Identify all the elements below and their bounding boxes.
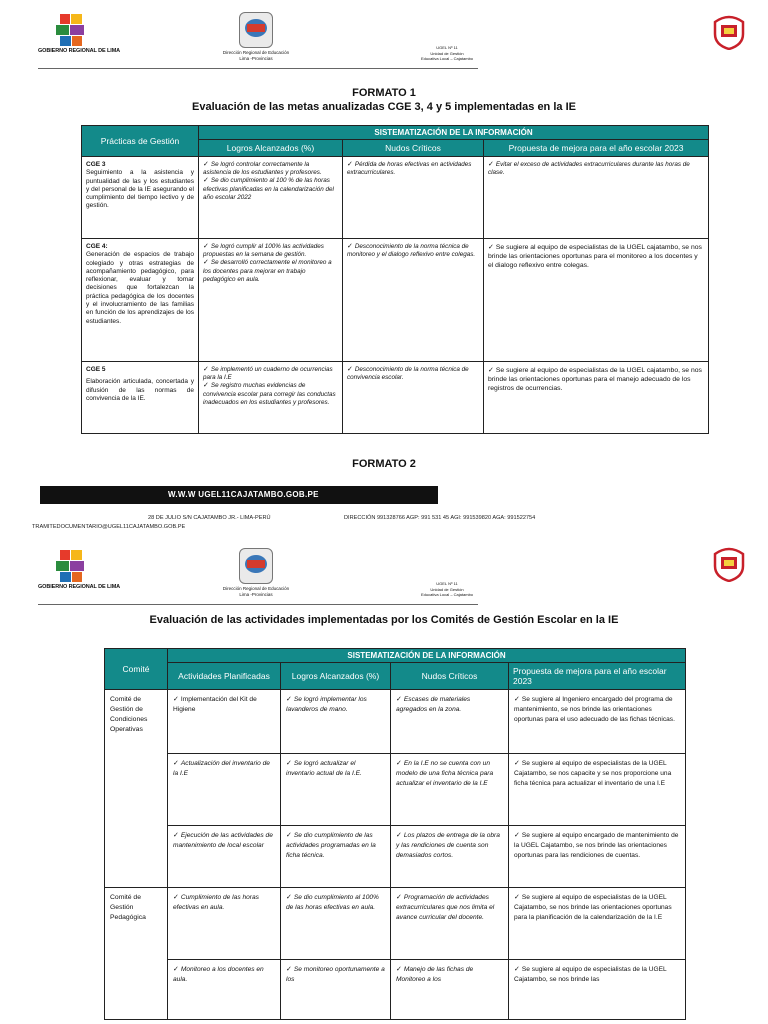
actividad-text: Implementación del Kit de Higiene [173, 696, 257, 713]
table-row [105, 960, 686, 1020]
nudo-cell [391, 826, 509, 888]
ugel-line3: Educativa Local – Cajatambo [420, 56, 474, 61]
propuesta-cell [509, 960, 686, 1020]
logro-cell [281, 754, 391, 826]
formato2-title: FORMATO 2 [352, 458, 416, 470]
logro-cell [281, 690, 391, 754]
actividad-cell [168, 690, 281, 754]
propuesta-cell [484, 157, 709, 239]
propuesta-text: Se sugiere al equipo encargado de mantenimiento de la UGEL Cajatambo, se nos brinde las orientaciones oportunas para las rendiciones de cuentas. [514, 832, 679, 859]
table-row [82, 157, 709, 239]
check-icon: ✓ [347, 366, 353, 373]
nudo-text: Desconocimiento de la norma técnica de convivencia escolar. [347, 366, 469, 382]
logro-cell [281, 888, 391, 960]
check-icon: ✓ [488, 367, 494, 374]
table-row [105, 754, 686, 826]
drel-seal-icon [239, 12, 273, 48]
logro-text: Se logró actualizar el inventario actual de la I.E. [286, 760, 362, 777]
nudo-text: En la I.E no se cuenta con un modelo de una ficha técnica para actualizar el inventario de la I.E [396, 760, 494, 787]
practica-cell [82, 239, 199, 362]
list-item [203, 177, 338, 202]
nudos-cell [343, 362, 484, 434]
list-item [203, 259, 338, 284]
col-propuesta: Propuesta de mejora para el año escolar 2023 [509, 663, 686, 690]
practica-code: CGE 3 [86, 161, 106, 168]
check-icon: ✓ [173, 696, 179, 703]
table-row [105, 888, 686, 960]
check-icon: ✓ [396, 966, 402, 973]
check-icon: ✓ [347, 243, 353, 250]
nudo-cell [391, 754, 509, 826]
table-row [105, 690, 686, 754]
check-icon: ✓ [396, 696, 402, 703]
logros-cell [199, 362, 343, 434]
nudo-cell [391, 888, 509, 960]
list-item [203, 161, 338, 177]
check-icon: ✓ [173, 894, 179, 901]
letterhead-top [0, 8, 768, 78]
group-sistematizacion: SISTEMATIZACIÓN DE LA INFORMACIÓN [199, 126, 709, 140]
check-icon: ✓ [514, 966, 520, 973]
logros-cell [199, 239, 343, 362]
logro-text: Se dio cumplimiento al 100 % de las horas efectivas planificadas en la calendarización del año escolar 2022 [203, 177, 334, 201]
check-icon: ✓ [203, 161, 209, 168]
list-item [203, 366, 338, 382]
propuesta-text: Se sugiere al equipo de especialistas de la UGEL cajatambo, se nos brinde las orientaciones oportunas para el manejo adecuado de los registros de ocurrencias. [488, 367, 702, 392]
check-icon: ✓ [203, 366, 209, 373]
logro-text: Se logró implementar los lavanderos de mano. [286, 696, 367, 713]
logro-text: Se monitoreo oportunamente a los [286, 966, 385, 983]
drel-seal-icon [239, 548, 273, 584]
actividad-cell [168, 960, 281, 1020]
comite-cell: Comité de Gestión de Condiciones Operativas [105, 690, 168, 888]
check-icon: ✓ [173, 760, 179, 767]
ugel-line1: UGEL Nº 11 [436, 45, 458, 50]
drel-caption-line2: Lima -Provincias [239, 592, 273, 597]
practica-desc: Seguimiento a la asistencia y puntualidad de las y los estudiantes y del personal de la IE asegurando el cumplimiento del tiempo lectivo y de gestión. [86, 169, 194, 210]
formato1-table [81, 125, 709, 434]
propuesta-cell [509, 826, 686, 888]
logro-text: Se implementó un cuaderno de ocurrencias para la I.E [203, 366, 333, 382]
ugel-caption [412, 45, 482, 62]
propuesta-text: Se sugiere al equipo de especialistas de la UGEL Cajatambo, se nos brinde las [514, 966, 667, 983]
check-icon: ✓ [514, 696, 520, 703]
ugel-line1: UGEL Nº 11 [436, 581, 458, 586]
nudos-cell [343, 157, 484, 239]
group-sistematizacion: SISTEMATIZACIÓN DE LA INFORMACIÓN [168, 649, 686, 663]
col-actividades: Actividades Planificadas [168, 663, 281, 690]
nudo-cell [391, 690, 509, 754]
nudos-cell [343, 239, 484, 362]
nudo-cell [391, 960, 509, 1020]
formato1-subtitle: Evaluación de las metas anualizadas CGE 3, 4 y 5 implementadas en la IE [192, 101, 576, 113]
check-icon: ✓ [488, 161, 494, 168]
check-icon: ✓ [203, 243, 209, 250]
check-icon: ✓ [514, 832, 520, 839]
actividad-text: Ejecución de las actividades de mantenimiento de local escolar [173, 832, 273, 849]
col-logros: Logros Alcanzados (%) [199, 140, 343, 157]
check-icon: ✓ [347, 161, 353, 168]
logro-text: Se desarrolló correctamente el monitoreo a los docentes para mejorar en trabajo pedagógico en aula. [203, 259, 332, 283]
list-item [203, 382, 338, 407]
actividad-text: Actualización del inventario de la I.E [173, 760, 270, 777]
footer-email: TRAMITEDOCUMENTARIO@UGEL11CAJATAMBO.GOB.PE [32, 524, 186, 530]
logro-text: Se logró cumplir al 100% las actividades propuestas en la semana de gestión. [203, 243, 324, 259]
check-icon: ✓ [514, 894, 520, 901]
ugel-line2: Unidad de Gestión [430, 586, 464, 592]
header-rule [38, 604, 478, 605]
grl-emblem-icon [56, 550, 86, 582]
practica-code: CGE 5 [86, 366, 106, 373]
logro-text: Se registro muchas evidencias de convivencia escolar para corregir las conductas inadecuados en los estudiantes y profesores. [203, 382, 336, 406]
nudo-text: Manejo de las fichas de Monitoreo a los [396, 966, 474, 983]
nudo-text: Desconocimiento de la norma técnica de monitoreo y el dialogo reflexivo entre colegas. [347, 243, 476, 259]
actividad-text: Monitoreo a los docentes en aula. [173, 966, 264, 983]
header-rule [38, 68, 478, 69]
propuesta-cell [509, 888, 686, 960]
propuesta-cell [509, 690, 686, 754]
col-practicas-gestion: Prácticas de Gestión [82, 126, 199, 157]
gobierno-regional-logo [38, 550, 121, 590]
drel-caption [222, 586, 290, 598]
check-icon: ✓ [286, 894, 292, 901]
ugel-shield-icon [712, 12, 746, 50]
tabla2-subtitle: Evaluación de las actividades implementadas por los Comités de Gestión Escolar en la IE [149, 614, 619, 626]
logro-text: Se dio cumplimiento de las actividades programadas en la ficha técnica. [286, 832, 376, 859]
check-icon: ✓ [173, 832, 179, 839]
ugel-caption [412, 581, 482, 598]
propuesta-cell [509, 754, 686, 826]
propuesta-text: Se sugiere al Ingeniero encargado del programa de mantenimiento, se nos brinde las orientaciones oportunas para el uso adecuado de las fichas técnicas. [514, 696, 675, 723]
practica-code: CGE 4: [86, 243, 108, 250]
check-icon: ✓ [286, 966, 292, 973]
table-row [82, 362, 709, 434]
logro-cell [281, 960, 391, 1020]
check-icon: ✓ [203, 259, 209, 267]
check-icon: ✓ [396, 832, 402, 839]
drel-logo [222, 548, 290, 598]
logros-cell [199, 157, 343, 239]
ugel-line2: Unidad de Gestión [430, 50, 464, 56]
nudo-text: Programación de actividades extracurriculares que nos limita el avance curricular del docente. [396, 894, 495, 921]
drel-caption [222, 50, 290, 62]
col-comite: Comité [105, 649, 168, 690]
comites-table [104, 648, 686, 1020]
footer-phones: DIRECCIÓN 991328766 AGP: 991 531 45 AGI: 991539820 AGA: 991522754 [344, 515, 536, 521]
actividad-cell [168, 888, 281, 960]
list-item [203, 243, 338, 259]
check-icon: ✓ [488, 244, 494, 251]
footer-address: 28 DE JULIO S/N CAJATAMBO JR.- LIMA-PERÚ [148, 515, 271, 521]
drel-caption-line1: Dirección Regional de Educación [222, 50, 290, 55]
propuesta-text: Se sugiere al equipo de especialistas de la UGEL Cajatambo, se nos brinde las orientaciones oportunas para la planificación de la calendarización de la I.E [514, 894, 672, 921]
grl-caption: GOBIERNO REGIONAL DE LIMA [38, 48, 121, 54]
ugel-line3: Educativa Local – Cajatambo [420, 592, 474, 597]
check-icon: ✓ [286, 832, 292, 839]
check-icon: ✓ [396, 894, 402, 901]
website-band: W.W.W UGEL11CAJATAMBO.GOB.PE [40, 486, 438, 504]
letterhead-second [0, 544, 768, 614]
nudo-text: Los plazos de entrega de la obra y las rendiciones de cuenta son demasiados cortos. [396, 832, 500, 859]
propuesta-cell [484, 239, 709, 362]
check-icon: ✓ [286, 760, 292, 767]
comite-cell: Comité de Gestión Pedagógica [105, 888, 168, 1020]
col-propuesta: Propuesta de mejora para el año escolar 2023 [484, 140, 709, 157]
propuesta-text: Se sugiere al equipo de especialistas de la UGEL Cajatambo, se nos capacite y se nos proporcione una ficha técnica para actualizar el inventario de una I.E [514, 760, 672, 787]
logro-cell [281, 826, 391, 888]
drel-logo [222, 12, 290, 62]
actividad-cell [168, 754, 281, 826]
table-row [105, 826, 686, 888]
check-icon: ✓ [286, 696, 292, 703]
col-logros: Logros Alcanzados (%) [281, 663, 391, 690]
check-icon: ✓ [514, 760, 520, 767]
col-nudos: Nudos Críticos [391, 663, 509, 690]
practica-desc: Elaboración articulada, concertada y difusión de las normas de convivencia de la IE. [86, 378, 194, 402]
grl-emblem-icon [56, 14, 86, 46]
check-icon: ✓ [203, 382, 209, 390]
check-icon: ✓ [173, 966, 179, 973]
check-icon: ✓ [396, 760, 402, 767]
practica-desc: Generación de espacios de trabajo colegiado y otras estrategias de acompañamiento pedagógico, para reflexionar, evaluar y tomar decisiones que fortalezcan la práctica pedagógica de los docentes y el involucramiento de las familias en función de los aprendizajes de los estudiantes. [86, 251, 194, 325]
grl-caption: GOBIERNO REGIONAL DE LIMA [38, 584, 121, 590]
logro-text: Se dio cumplimiento al 100% de las horas efectivas en aula. [286, 894, 379, 911]
check-icon: ✓ [203, 177, 209, 185]
nudo-text: Escases de materiales agregados en la zona. [396, 696, 471, 713]
actividad-text: Cumplimiento de las horas efectivas en aula. [173, 894, 259, 911]
practica-cell [82, 362, 199, 434]
propuesta-cell [484, 362, 709, 434]
propuesta-text: Se sugiere al equipo de especialistas de la UGEL cajatambo, se nos brinde las orientaciones oportunas para el monitoreo a los docentes y el dialogo reflexivo entre colegas. [488, 244, 702, 269]
gobierno-regional-logo [38, 14, 121, 54]
ugel-shield-icon [712, 544, 746, 582]
table-row [82, 239, 709, 362]
drel-caption-line1: Dirección Regional de Educación [222, 586, 290, 591]
formato1-title: FORMATO 1 [352, 87, 416, 99]
logro-text: Se logró controlar correctamente la asistencia de los estudiantes y profesores. [203, 161, 322, 177]
actividad-cell [168, 826, 281, 888]
drel-caption-line2: Lima -Provincias [239, 56, 273, 61]
col-nudos: Nudos Críticos [343, 140, 484, 157]
propuesta-text: Evitar el exceso de actividades extracurriculares durante las horas de clase. [488, 161, 690, 177]
nudo-text: Pérdida de horas efectivas en actividades extracurriculares. [347, 161, 472, 177]
practica-cell [82, 157, 199, 239]
